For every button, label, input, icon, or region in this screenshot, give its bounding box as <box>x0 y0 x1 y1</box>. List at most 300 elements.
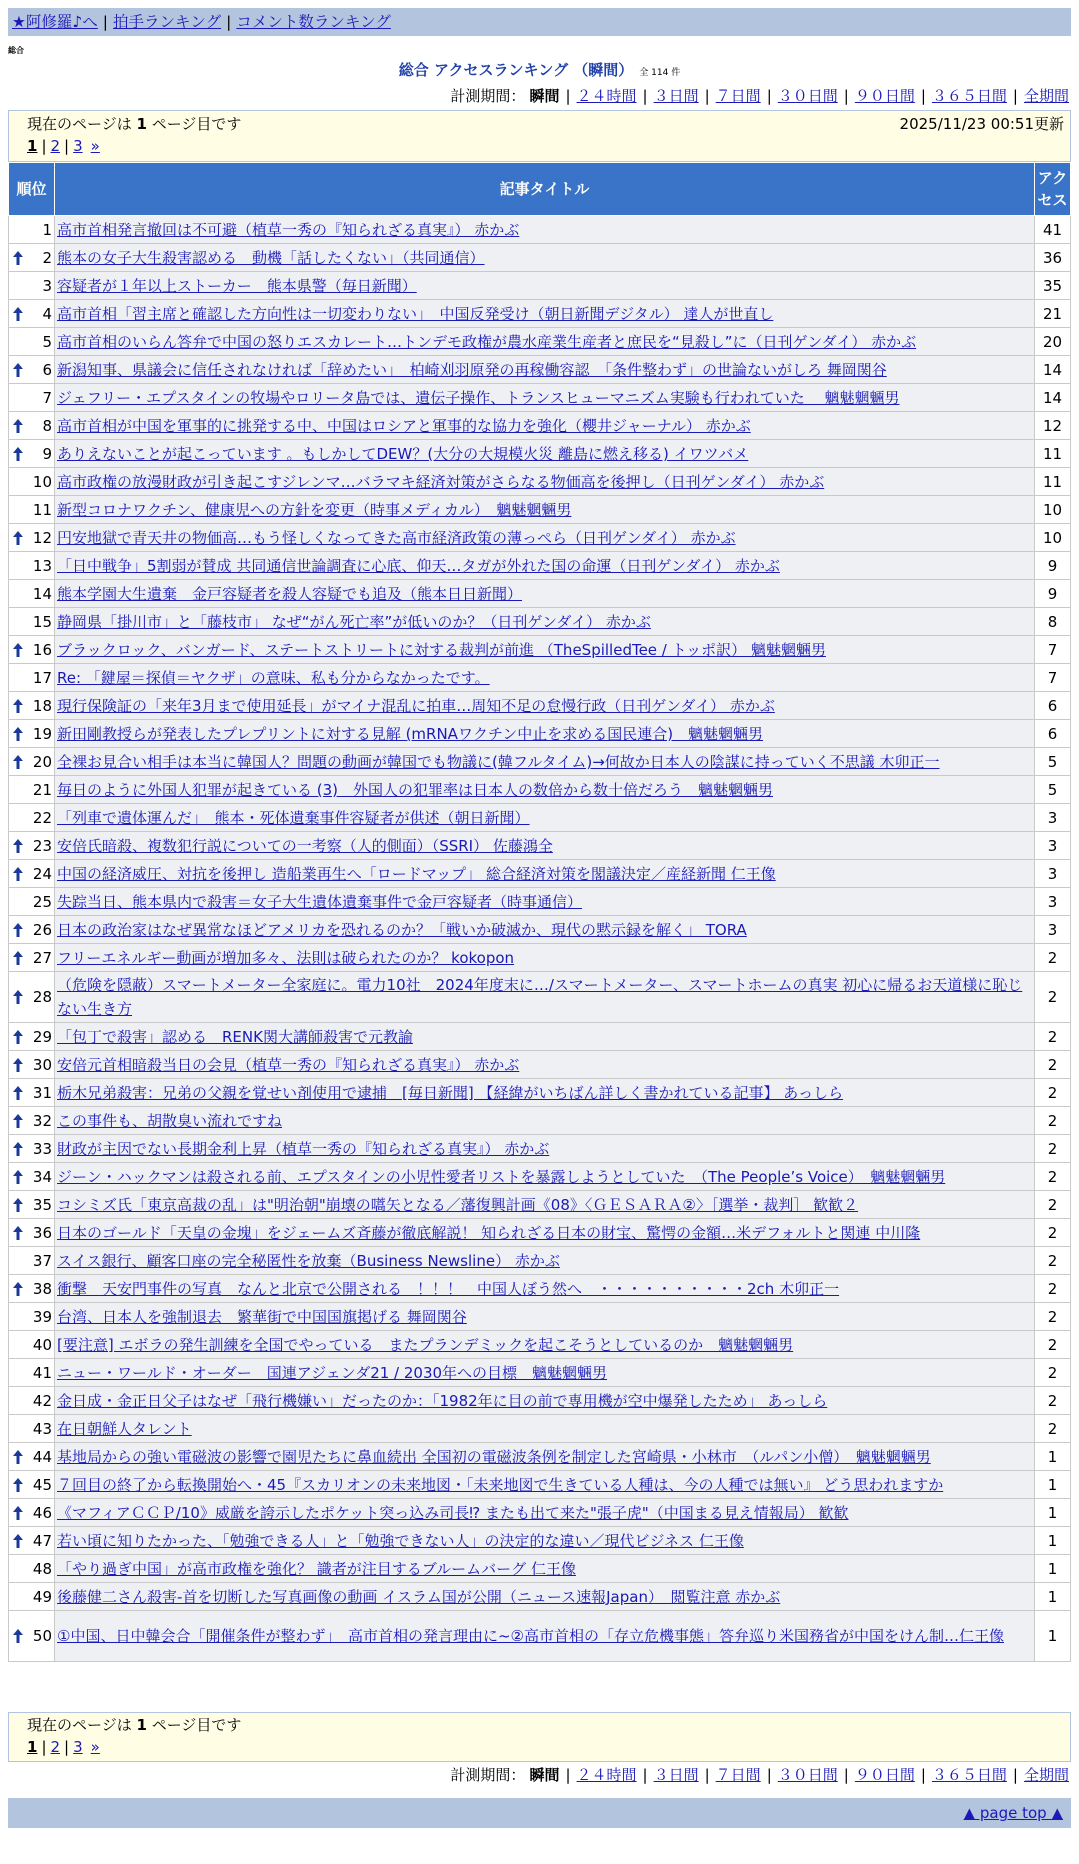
title-cell <box>55 412 1035 440</box>
period-30days-link[interactable]: ３０日間 <box>777 1766 838 1784</box>
rank-number: 11 <box>32 500 52 519</box>
rank-up-arrow-icon <box>12 1449 24 1465</box>
article-title-link[interactable]: 熊本学園大生遺棄 金戸容疑者を殺人容疑でも追及（熊本日日新聞） <box>57 585 523 603</box>
rank-number: 4 <box>42 304 52 323</box>
article-title-link[interactable]: 在日朝鮮人タレント <box>57 1420 192 1438</box>
page-info-box <box>8 110 1071 162</box>
access-count: 35 <box>1035 272 1071 300</box>
rank-up-arrow-icon <box>12 362 24 378</box>
rank-cell <box>9 552 55 580</box>
access-count: 1 <box>1035 1527 1071 1555</box>
title-cell <box>55 1191 1035 1219</box>
rank-up-arrow-icon <box>12 1141 24 1157</box>
article-title-link[interactable]: ジーン・ハックマンは殺される前、エプスタインの小児性愛者リストを暴露しようとしていた （The People’s Voice） 魑魅魍魎男 <box>57 1168 946 1186</box>
period-label: 計測期間： <box>450 1766 526 1784</box>
title-cell <box>55 1079 1035 1107</box>
rank-cell <box>9 1555 55 1583</box>
rank-up-arrow-icon <box>12 1505 24 1521</box>
article-title-link[interactable]: Re: 「鍵屋＝探偵＝ヤクザ」の意味、私も分からなかったです。 <box>57 669 490 687</box>
rank-cell <box>9 1499 55 1527</box>
rank-cell <box>9 412 55 440</box>
access-count: 3 <box>1035 888 1071 916</box>
rank-cell <box>9 216 55 244</box>
title-cell <box>55 608 1035 636</box>
access-count: 1 <box>1035 1471 1071 1499</box>
article-title-link[interactable]: 新田剛教授らが発表したプレプリントに対する見解 (mRNAワクチン中止を求める国民連合) 魑魅魍魎男 <box>57 725 764 743</box>
page-top-link[interactable]: ▲ page top ▲ <box>963 1804 1063 1822</box>
pagination-page-2[interactable]: 2 <box>50 1738 61 1756</box>
period-7days-link[interactable]: ７日間 <box>715 1766 761 1784</box>
rank-number: 25 <box>32 892 52 911</box>
access-count: 1 <box>1035 1555 1071 1583</box>
table-row <box>9 832 1071 860</box>
rank-cell <box>9 300 55 328</box>
table-row <box>9 1359 1071 1387</box>
rank-cell <box>9 888 55 916</box>
article-title-link[interactable]: 高市首相「習主席と確認した方向性は一切変わりない」 中国反発受け（朝日新聞デジタル） 達人が世直し <box>57 305 774 323</box>
article-title-link[interactable]: 若い頃に知りたかった、「勉強できる人」と「勉強できない人」の決定的な違い／現代ビジネス 仁王像 <box>57 1532 744 1550</box>
period-30days-link[interactable]: ３０日間 <box>777 87 838 105</box>
rank-number: 3 <box>42 276 52 295</box>
title-cell <box>55 1219 1035 1247</box>
title-cell <box>55 972 1035 1023</box>
rank-cell <box>9 1471 55 1499</box>
access-count: 2 <box>1035 1415 1071 1443</box>
rank-number: 10 <box>32 472 52 491</box>
table-row <box>9 1583 1071 1611</box>
page-title <box>0 60 1079 83</box>
table-header-row <box>9 163 1071 216</box>
table-row <box>9 1219 1071 1247</box>
table-row <box>9 1107 1071 1135</box>
access-count: 2 <box>1035 1359 1071 1387</box>
article-title-link[interactable]: 日本のゴールド「天皇の金塊」をジェームズ斉藤が徹底解説！ 知られざる日本の財宝、驚愕の金額…米デフォルトと関連 中川隆 <box>57 1224 921 1242</box>
article-title-link[interactable]: この事件も、胡散臭い流れですね <box>57 1112 283 1130</box>
rank-cell <box>9 1163 55 1191</box>
pagination-current: 1 <box>27 137 38 155</box>
nav-separator: | <box>226 13 232 31</box>
rank-cell <box>9 860 55 888</box>
rank-up-arrow-icon <box>12 418 24 434</box>
rank-cell <box>9 720 55 748</box>
table-row <box>9 356 1071 384</box>
rank-number: 1 <box>42 220 52 239</box>
title-cell <box>55 1443 1035 1471</box>
pagination-page-2[interactable]: 2 <box>50 137 61 155</box>
table-row <box>9 916 1071 944</box>
pagination-current: 1 <box>27 1738 38 1756</box>
page-info-box-bottom <box>8 1712 1071 1762</box>
article-title-link[interactable]: 後藤健二さん殺害-首を切断した写真画像の動画 イスラム国が公開（ニュース速報Japan） 閲覧注意 赤かぶ <box>57 1588 781 1606</box>
rank-cell <box>9 496 55 524</box>
rank-cell <box>9 1415 55 1443</box>
title-cell <box>55 1415 1035 1443</box>
period-365days-link[interactable]: ３６５日間 <box>931 1766 1007 1784</box>
article-title-link[interactable]: 安倍氏暗殺、複数犯行説についての一考察（人的側面）（SSRI） 佐藤鴻全 <box>57 837 553 855</box>
title-cell <box>55 664 1035 692</box>
rank-number: 6 <box>42 360 52 379</box>
title-cell <box>55 328 1035 356</box>
table-row <box>9 1247 1071 1275</box>
period-24h-link[interactable]: ２４時間 <box>576 87 637 105</box>
access-count: 7 <box>1035 636 1071 664</box>
access-count: 20 <box>1035 328 1071 356</box>
article-title-link[interactable]: ７回目の終了から転換開始へ・45『スカリオンの未来地図・「未来地図で生きている人種は、今の人種では無い』 どう思われますか <box>57 1476 944 1494</box>
title-cell <box>55 384 1035 412</box>
article-title-link[interactable]: 静岡県「掛川市」と「藤枝市」 なぜ“がん死亡率”が低いのか？（日刊ゲンダイ） 赤かぶ <box>57 613 651 631</box>
rank-cell <box>9 1331 55 1359</box>
article-title-link[interactable]: 安倍元首相暗殺当日の会見（植草一秀の『知られざる真実』） 赤かぶ <box>57 1056 520 1074</box>
rank-cell <box>9 1051 55 1079</box>
rank-number: 47 <box>32 1531 52 1550</box>
rank-cell <box>9 1275 55 1303</box>
rank-number: 49 <box>32 1587 52 1606</box>
period-90days-link[interactable]: ９０日間 <box>854 1766 915 1784</box>
table-row <box>9 1303 1071 1331</box>
period-selector-top: 計測期間： 瞬間 | ２４時間 | ３日間 | ７日間 | ３０日間 | ９０日間 | ３６５日間 | 全期間 <box>450 87 1069 105</box>
access-count: 1 <box>1035 1583 1071 1611</box>
title-cell <box>55 1051 1035 1079</box>
article-title-link[interactable]: 高市政権の放漫財政が引き起こすジレンマ…バラマキ経済対策がさらなる物価高を後押し（日刊ゲンダイ） 赤かぶ <box>57 473 825 491</box>
rank-up-arrow-icon <box>12 1477 24 1493</box>
rank-number: 39 <box>32 1307 52 1326</box>
rank-number: 40 <box>32 1335 52 1354</box>
article-title-link[interactable]: 高市首相のいらん答弁で中国の怒りエスカレート…トンデモ政権が農水産業生産者と庶民を“見殺し”に（日刊ゲンダイ） 赤かぶ <box>57 333 917 351</box>
table-row <box>9 636 1071 664</box>
nav-link-comment-ranking[interactable]: コメント数ランキング <box>236 13 391 31</box>
article-title-link[interactable]: 新型コロナワクチン、健康児への方針を変更（時事メディカル） 魑魅魍魎男 <box>57 501 572 519</box>
rank-cell <box>9 636 55 664</box>
rank-up-arrow-icon <box>12 922 24 938</box>
rank-number: 20 <box>32 752 52 771</box>
article-title-link[interactable]: 全裸お見合い相手は本当に韓国人？問題の動画が韓国でも物議に(韓フルタイム)→何故か日本人の陰謀に持っていく不思議 木卯正一 <box>57 753 940 771</box>
rank-number: 13 <box>32 556 52 575</box>
rank-number: 24 <box>32 864 52 883</box>
rank-number: 9 <box>42 444 52 463</box>
table-row <box>9 300 1071 328</box>
access-count: 1 <box>1035 1443 1071 1471</box>
article-title-link[interactable]: ブラックロック、バンガード、ステートストリートに対する裁判が前進 （TheSpilledTee / トッポ訳） 魑魅魍魎男 <box>57 641 826 659</box>
article-title-link[interactable]: [要注意] エボラの発生訓練を全国でやっている またプランデミックを起こそうとしているのか 魑魅魍魎男 <box>57 1336 794 1354</box>
rank-up-arrow-icon <box>12 1085 24 1101</box>
table-row <box>9 468 1071 496</box>
access-count: 3 <box>1035 832 1071 860</box>
table-row <box>9 272 1071 300</box>
rank-number: 32 <box>32 1111 52 1130</box>
rank-up-arrow-icon <box>12 306 24 322</box>
period-24h-link[interactable]: ２４時間 <box>576 1766 637 1784</box>
access-count: 3 <box>1035 916 1071 944</box>
current-page-text: 現在のページは 1 ページ目です <box>27 115 242 133</box>
rank-number: 43 <box>32 1419 52 1438</box>
pagination-page-3[interactable]: 3 <box>73 1738 83 1756</box>
rank-up-arrow-icon <box>12 642 24 658</box>
title-cell <box>55 1471 1035 1499</box>
rank-number: 26 <box>32 920 52 939</box>
table-row <box>9 860 1071 888</box>
access-count: 6 <box>1035 720 1071 748</box>
period-current: 瞬間 <box>529 87 560 105</box>
access-count: 6 <box>1035 692 1071 720</box>
rank-number: 16 <box>32 640 52 659</box>
footer-bar <box>8 1798 1071 1828</box>
article-title-link[interactable]: 円安地獄で青天井の物価高…もう怪しくなってきた高市経済政策の薄っぺら（日刊ゲンダイ） 赤かぶ <box>57 529 736 547</box>
title-cell <box>55 1499 1035 1527</box>
rank-cell <box>9 1359 55 1387</box>
period-selector-bottom: 計測期間： 瞬間 | ２４時間 | ３日間 | ７日間 | ３０日間 | ９０日間 | ３６５日間 | 全期間 <box>450 1766 1069 1784</box>
title-cell <box>55 272 1035 300</box>
rank-up-arrow-icon <box>12 1113 24 1129</box>
table-row <box>9 776 1071 804</box>
article-title-link[interactable]: スイス銀行、顧客口座の完全秘匿性を放棄（Business Newsline） 赤かぶ <box>57 1252 560 1270</box>
title-cell <box>55 1359 1035 1387</box>
title-cell <box>55 944 1035 972</box>
article-title-link[interactable]: 毎日のように外国人犯罪が起きている (3) 外国人の犯罪率は日本人の数倍から数十倍だろう 魑魅魍魎男 <box>57 781 774 799</box>
title-cell <box>55 1107 1035 1135</box>
rank-cell <box>9 1079 55 1107</box>
rank-up-arrow-icon <box>12 950 24 966</box>
title-cell <box>55 356 1035 384</box>
article-title-link[interactable]: 現行保険証の「来年3月まで使用延長」がマイナ混乱に拍車…周知不足の怠慢行政（日刊ゲンダイ） 赤かぶ <box>57 697 775 715</box>
rank-number: 42 <box>32 1391 52 1410</box>
rank-cell <box>9 328 55 356</box>
article-title-link[interactable]: 金日成・金正日父子はなぜ「飛行機嫌い」だったのか：「1982年に目の前で専用機が空中爆発したため」 あっしら <box>57 1392 828 1410</box>
table-row <box>9 1387 1071 1415</box>
access-count: 10 <box>1035 524 1071 552</box>
rank-cell <box>9 748 55 776</box>
header-title: 記事タイトル <box>55 163 1035 216</box>
rank-number: 38 <box>32 1279 52 1298</box>
article-title-link[interactable]: 台湾、日本人を強制退去 繁華街で中国国旗掲げる 舞岡関谷 <box>57 1308 467 1326</box>
article-title-link[interactable]: 基地局からの強い電磁波の影響で園児たちに鼻血続出 全国初の電磁波条例を制定した宮崎県・小林市 （ルパン小僧） 魑魅魍魎男 <box>57 1448 931 1466</box>
rank-number: 44 <box>32 1447 52 1466</box>
updated-time: 2025/11/23 00:51更新 <box>899 115 1064 133</box>
rank-number: 19 <box>32 724 52 743</box>
nav-separator: | <box>102 13 109 31</box>
rank-number: 35 <box>32 1195 52 1214</box>
period-365days-link[interactable]: ３６５日間 <box>931 87 1007 105</box>
rank-number: 34 <box>32 1167 52 1186</box>
access-count: 11 <box>1035 468 1071 496</box>
rank-number: 45 <box>32 1475 52 1494</box>
article-title-link[interactable]: 《マフィアＣＣＰ/10》威厳を誇示したポケット突っ込み司長⁉ またも出て来た"張子虎"（中国まる見え情報局） 歓歓 <box>57 1504 849 1522</box>
rank-up-arrow-icon <box>12 1197 24 1213</box>
table-row <box>9 944 1071 972</box>
access-count: 36 <box>1035 244 1071 272</box>
access-count: 11 <box>1035 440 1071 468</box>
access-count: 2 <box>1035 1219 1071 1247</box>
access-count: 2 <box>1035 1303 1071 1331</box>
rank-up-arrow-icon <box>12 726 24 742</box>
access-count: 5 <box>1035 748 1071 776</box>
article-title-link[interactable]: ①中国、日中韓会合「開催条件が整わず」 高市首相の発言理由に~②高市首相の「存立危機事態」答弁巡り米国務省が中国をけん制…仁王像 <box>57 1627 1004 1645</box>
access-count: 2 <box>1035 1163 1071 1191</box>
article-title-link[interactable]: 中国の経済威圧、対抗を後押し 造船業再生へ「ロードマップ」 総合経済対策を閣議決定／産経新聞 仁王像 <box>57 865 776 883</box>
article-title-link[interactable]: 熊本の女子大生殺害認める 動機「話したくない」（共同通信） <box>57 249 485 267</box>
article-title-link[interactable]: 容疑者が１年以上ストーカー 熊本県警（毎日新聞） <box>57 277 417 295</box>
rank-cell <box>9 1191 55 1219</box>
rank-number: 27 <box>32 948 52 967</box>
rank-number: 50 <box>32 1627 52 1645</box>
access-count: 3 <box>1035 804 1071 832</box>
article-title-link[interactable]: 失踪当日、熊本県内で殺害＝女子大生遺体遺棄事件で金戸容疑者（時事通信） <box>57 893 583 911</box>
period-label: 計測期間： <box>450 87 526 105</box>
article-title-link[interactable]: 栃木兄弟殺害：兄弟の父親を覚せい剤使用で逮捕 [毎日新聞] 【経緯がいちばん詳しく書かれている記事】 あっしら <box>57 1084 844 1102</box>
title-cell <box>55 300 1035 328</box>
table-row <box>9 692 1071 720</box>
header-rank: 順位 <box>9 163 55 216</box>
access-count: 9 <box>1035 580 1071 608</box>
article-title-link[interactable]: 高市首相発言撤回は不可避（植草一秀の『知られざる真実』） 赤かぶ <box>57 221 520 239</box>
table-row <box>9 412 1071 440</box>
rank-cell <box>9 944 55 972</box>
title-cell <box>55 1247 1035 1275</box>
rank-number: 22 <box>32 808 52 827</box>
period-current: 瞬間 <box>529 1766 560 1784</box>
article-title-link[interactable]: 「日中戦争」5割弱が賛成 共同通信世論調査に心底、仰天…タガが外れた国の命運（日刊ゲンダイ） 赤かぶ <box>57 557 780 575</box>
rank-cell <box>9 608 55 636</box>
access-count: 2 <box>1035 1051 1071 1079</box>
access-count: 2 <box>1035 972 1071 1023</box>
period-90days-link[interactable]: ９０日間 <box>854 87 915 105</box>
table-row <box>9 1471 1071 1499</box>
table-row <box>9 608 1071 636</box>
article-title-link[interactable]: ありえないことが起こっています 。もしかしてDEW？(大分の大規模火災 離島に燃え移る) イワツバメ <box>57 445 749 463</box>
access-count: 21 <box>1035 300 1071 328</box>
rank-number: 28 <box>32 988 52 1006</box>
rank-up-arrow-icon <box>12 1628 24 1644</box>
nav-link-applause-ranking[interactable]: 拍手ランキング <box>113 13 222 31</box>
rank-up-arrow-icon <box>12 1029 24 1045</box>
rank-up-arrow-icon <box>12 1281 24 1297</box>
rank-up-arrow-icon <box>12 754 24 770</box>
title-cell <box>55 888 1035 916</box>
rank-up-arrow-icon <box>12 1533 24 1549</box>
pagination-next[interactable]: » <box>90 1738 100 1756</box>
table-row <box>9 328 1071 356</box>
table-row <box>9 1555 1071 1583</box>
period-3days-link[interactable]: ３日間 <box>653 87 699 105</box>
rank-cell <box>9 580 55 608</box>
table-row <box>9 384 1071 412</box>
header-access: アクセス <box>1035 163 1071 216</box>
article-title-link[interactable]: 日本の政治家はなぜ異常なほどアメリカを恐れるのか？「戦いか破滅か、現代の黙示録を解く」 TORA <box>57 921 747 939</box>
rank-up-arrow-icon <box>12 250 24 266</box>
ranking-table <box>8 162 1071 1662</box>
rank-cell <box>9 1023 55 1051</box>
rank-number: 12 <box>32 528 52 547</box>
rank-cell <box>9 244 55 272</box>
rank-number: 8 <box>42 416 52 435</box>
rank-number: 33 <box>32 1139 52 1158</box>
rank-number: 41 <box>32 1363 52 1382</box>
rank-cell <box>9 1303 55 1331</box>
rank-number: 5 <box>42 332 52 351</box>
rank-number: 17 <box>32 668 52 687</box>
article-title-link[interactable]: 「やり過ぎ中国」が高市政権を強化？ 識者が注目するブルームバーグ 仁王像 <box>57 1560 576 1578</box>
article-title-link[interactable]: フリーエネルギー動画が増加多々、法則は破られたのか？ kokopon <box>57 949 515 967</box>
access-count: 14 <box>1035 384 1071 412</box>
article-title-link[interactable]: ニュー・ワールド・オーダー 国連アジェンダ21 / 2030年への目標 魑魅魍魎男 <box>57 1364 608 1382</box>
rank-cell <box>9 1527 55 1555</box>
rank-up-arrow-icon <box>12 838 24 854</box>
rank-cell <box>9 468 55 496</box>
article-title-link[interactable]: （危険を隠蔽）スマートメーター全家庭に。電力10社 2024年度末に…/スマートメーター、スマートホームの真実 初心に帰るお天道様に恥じない生き方 <box>57 976 1023 1018</box>
access-count: 2 <box>1035 1387 1071 1415</box>
access-count: 5 <box>1035 776 1071 804</box>
pagination-next[interactable]: » <box>90 137 100 155</box>
period-all-link[interactable]: 全期間 <box>1023 1766 1069 1784</box>
table-row <box>9 1443 1071 1471</box>
title-cell <box>55 1163 1035 1191</box>
table-row <box>9 1415 1071 1443</box>
table-row <box>9 524 1071 552</box>
title-cell <box>55 832 1035 860</box>
nav-link-asyura-home[interactable]: ★阿修羅♪へ <box>12 13 98 31</box>
title-cell <box>55 1023 1035 1051</box>
table-row <box>9 1499 1071 1527</box>
access-count: 2 <box>1035 1023 1071 1051</box>
rank-cell <box>9 1107 55 1135</box>
period-all-link[interactable]: 全期間 <box>1023 87 1069 105</box>
title-cell <box>55 216 1035 244</box>
rank-cell <box>9 664 55 692</box>
title-cell <box>55 804 1035 832</box>
table-row <box>9 664 1071 692</box>
article-title-link[interactable]: 高市首相が中国を軍事的に挑発する中、中国はロシアと軍事的な協力を強化（櫻井ジャーナル） 赤かぶ <box>57 417 751 435</box>
title-cell <box>55 1555 1035 1583</box>
title-cell <box>55 244 1035 272</box>
rank-cell <box>9 916 55 944</box>
article-title-link[interactable]: 衝撃 天安門事件の写真 なんと北京で公開される ！！！ 中国人ぼう然へ ・・・・・・・・・・2ch 木卯正一 <box>57 1280 840 1298</box>
rank-up-arrow-icon <box>12 1169 24 1185</box>
article-title-link[interactable]: 「包丁で殺害」認める RENK関大講師殺害で元教諭 <box>57 1028 413 1046</box>
access-count: 2 <box>1035 1107 1071 1135</box>
title-cell <box>55 552 1035 580</box>
table-row <box>9 1079 1071 1107</box>
table-row <box>9 216 1071 244</box>
access-count: 2 <box>1035 1247 1071 1275</box>
title-cell <box>55 1527 1035 1555</box>
rank-cell <box>9 440 55 468</box>
table-row <box>9 1527 1071 1555</box>
title-cell <box>55 1275 1035 1303</box>
pagination-bottom: 1 | 2 | 3 » <box>27 1738 100 1756</box>
access-count: 2 <box>1035 1135 1071 1163</box>
rank-up-arrow-icon <box>12 530 24 546</box>
title-cell <box>55 720 1035 748</box>
article-title-link[interactable]: ジェフリー・エプスタインの牧場やロリータ島では、遺伝子操作、トランスヒューマニズム実験も行われていた 魑魅魍魎男 <box>57 389 900 407</box>
rank-number: 48 <box>32 1559 52 1578</box>
period-7days-link[interactable]: ７日間 <box>715 87 761 105</box>
rank-cell <box>9 1387 55 1415</box>
title-cell <box>55 1611 1035 1662</box>
article-title-link[interactable]: 財政が主因でない長期金利上昇（植草一秀の『知られざる真実』） 赤かぶ <box>57 1140 550 1158</box>
table-row <box>9 1331 1071 1359</box>
article-title-link[interactable]: コシミズ氏「東京高裁の乱」は"明治朝"崩壊の嚆矢となる／藩復興計画《08》〈ＧＥＳＡＲＡ②〉［選挙・裁判］ 歓歓２ <box>57 1196 859 1214</box>
article-title-link[interactable]: 新潟知事、県議会に信任されなければ「辞めたい」 柏崎刈羽原発の再稼働容認 「条件整わず」の世論ないがしろ 舞岡関谷 <box>57 361 887 379</box>
article-title-link[interactable]: 「列車で遺体運んだ」 熊本・死体遺棄事件容疑者が供述（朝日新聞） <box>57 809 530 827</box>
period-3days-link[interactable]: ３日間 <box>653 1766 699 1784</box>
access-count: 2 <box>1035 1191 1071 1219</box>
pagination: 1 | 2 | 3 » <box>27 137 100 155</box>
pagination-page-3[interactable]: 3 <box>73 137 83 155</box>
title-cell <box>55 1583 1035 1611</box>
table-row <box>9 1275 1071 1303</box>
rank-cell <box>9 356 55 384</box>
rank-cell <box>9 1219 55 1247</box>
title-cell <box>55 692 1035 720</box>
